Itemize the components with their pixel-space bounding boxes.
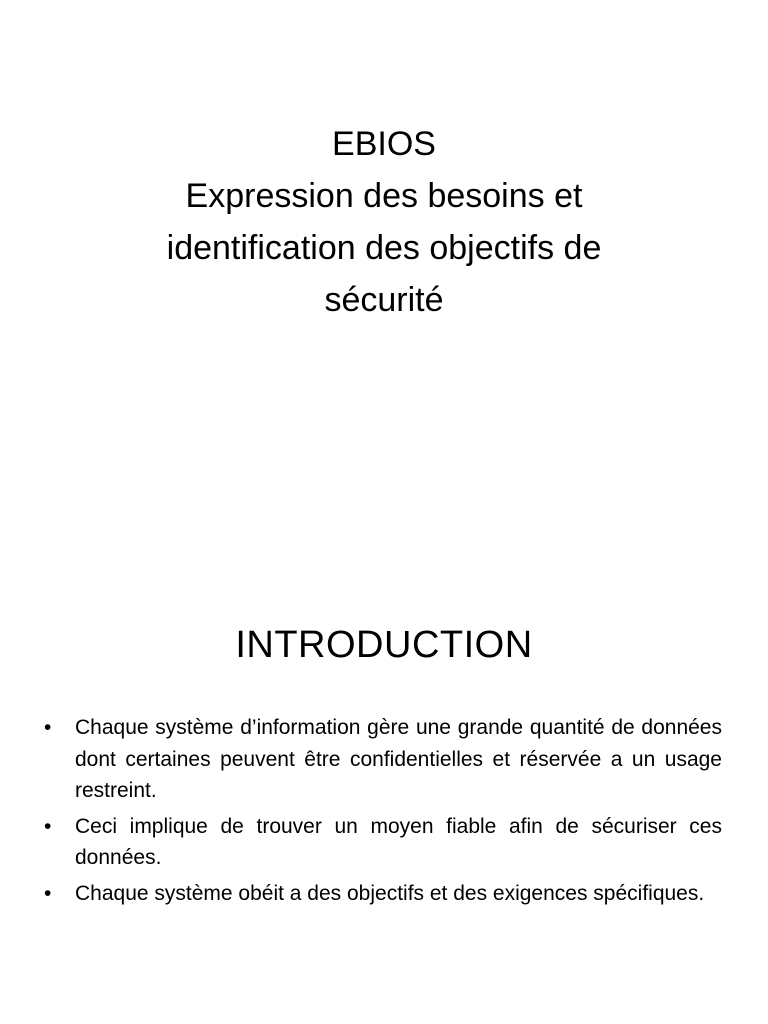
introduction-heading: INTRODUCTION bbox=[235, 624, 533, 666]
bullet-item bbox=[44, 878, 722, 910]
title-line-expression: Expression des besoins et bbox=[185, 177, 583, 215]
slide-title bbox=[40, 118, 728, 326]
title-line-ebios: EBIOS bbox=[332, 125, 436, 163]
bullet-item bbox=[44, 811, 722, 874]
bullet-text: Ceci implique de trouver un moyen fiable afin de sécuriser ces données. bbox=[75, 814, 722, 869]
bullet-text: Chaque système d’information gère une grande quantité de données dont certaines peuvent être confidentielles et réservée a un usage restreint. bbox=[75, 716, 722, 802]
bullet-text: Chaque système obéit a des objectifs et des exigences spécifiques. bbox=[75, 881, 705, 905]
bullet-dot-icon: • bbox=[44, 716, 52, 739]
bullet-dot-icon: • bbox=[44, 814, 52, 838]
bullet-list bbox=[44, 712, 722, 913]
title-line-identification: identification des objectifs de bbox=[166, 229, 602, 267]
bullet-dot-icon: • bbox=[44, 881, 52, 905]
title-line-securite: sécurité bbox=[324, 281, 444, 319]
introduction-slide bbox=[0, 512, 768, 1024]
bullet-item bbox=[44, 712, 722, 807]
